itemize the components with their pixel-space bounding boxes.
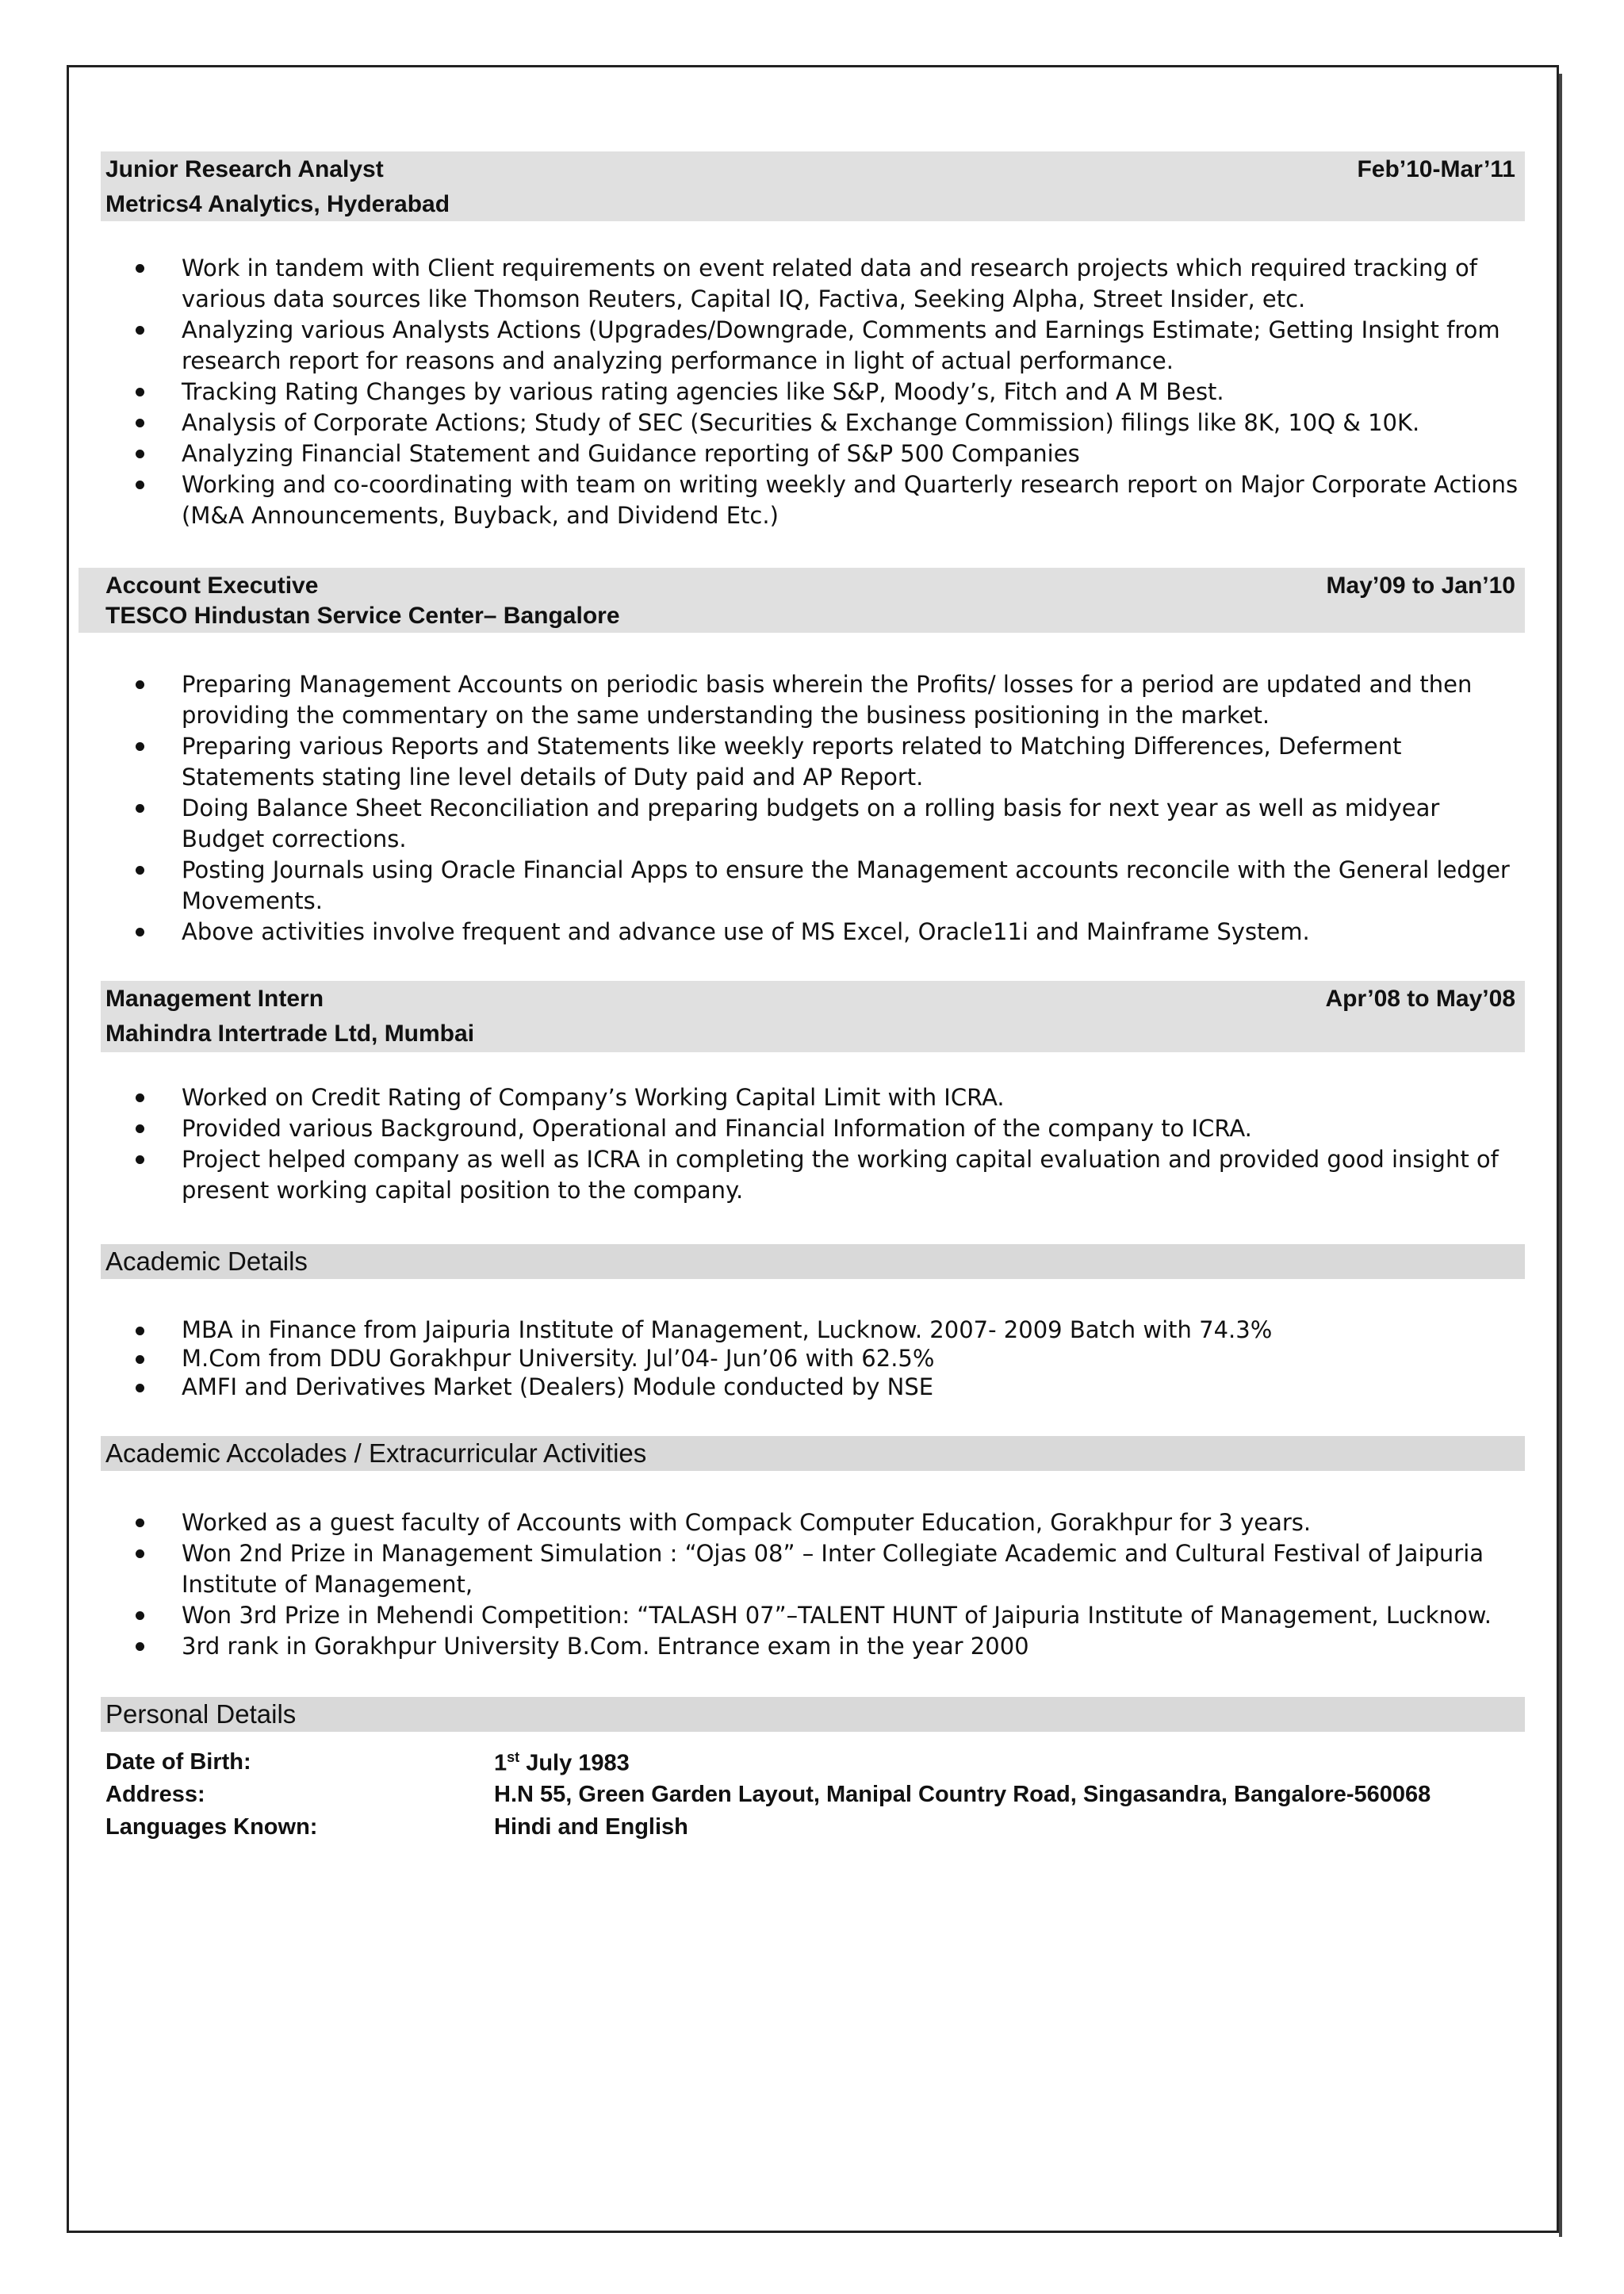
- job-dates: May’09 to Jan’10: [1326, 573, 1515, 599]
- list-item: Analysis of Corporate Actions; Study of SEC (Securities & Exchange Commission) filings like 8K, 10Q & 10K.: [101, 408, 1525, 439]
- job-title: Management Intern: [105, 986, 324, 1012]
- resume-content: [101, 151, 1525, 1847]
- job-company: TESCO Hindustan Service Center– Bangalore: [105, 603, 620, 629]
- list-item: Above activities involve frequent and advance use of MS Excel, Oracle11i and Mainframe System.: [101, 917, 1525, 948]
- list-item: Provided various Background, Operational and Financial Information of the company to ICRA.: [101, 1113, 1525, 1144]
- list-item: Won 3rd Prize in Mehendi Competition: “TALASH 07”–TALENT HUNT of Jaipuria Institute of Management, Lucknow.: [101, 1600, 1525, 1631]
- list-item: Analyzing various Analysts Actions (Upgrades/Downgrade, Comments and Earnings Estimate; Getting Insight from research report for reasons and analyzing performance in light of actual performance.: [101, 315, 1525, 377]
- section-heading-personal: Personal Details: [101, 1697, 1525, 1732]
- job-company: Metrics4 Analytics, Hyderabad: [105, 191, 450, 217]
- list-item: Worked as a guest faculty of Accounts with Compack Computer Education, Gorakhpur for 3 years.: [101, 1507, 1525, 1538]
- address-row: [101, 1782, 1525, 1814]
- dob-label: Date of Birth:: [105, 1749, 251, 1775]
- personal-details: [101, 1749, 1525, 1847]
- list-item: Project helped company as well as ICRA in completing the working capital evaluation and provided good insight of present working capital position to the company.: [101, 1144, 1525, 1206]
- section-heading-accolades: Academic Accolades / Extracurricular Activities: [101, 1436, 1525, 1471]
- dob-row: [101, 1749, 1525, 1782]
- list-item: Preparing Management Accounts on periodic basis wherein the Profits/ losses for a period are updated and then providing the commentary on the same understanding the business positioning in the market.: [101, 669, 1525, 731]
- languages-value: Hindi and English: [494, 1814, 688, 1840]
- list-item: Preparing various Reports and Statements like weekly reports related to Matching Differences, Deferment Statements stating line level details of Duty paid and AP Report.: [101, 731, 1525, 793]
- job-company: Mahindra Intertrade Ltd, Mumbai: [105, 1021, 475, 1047]
- list-item: AMFI and Derivatives Market (Dealers) Module conducted by NSE: [101, 1373, 1525, 1401]
- list-item: Working and co-coordinating with team on writing weekly and Quarterly research report on Major Corporate Actions (M&A Announcements, Buyback, and Dividend Etc.): [101, 469, 1525, 531]
- list-item: Work in tandem with Client requirements on event related data and research projects which required tracking of various data sources like Thomson Reuters, Capital IQ, Factiva, Seeking Alpha, Street Insider, etc.: [101, 253, 1525, 315]
- dob-value: [494, 1749, 630, 1777]
- languages-label: Languages Known:: [105, 1814, 318, 1840]
- job-bullets: [101, 253, 1525, 531]
- list-item: Analyzing Financial Statement and Guidance reporting of S&P 500 Companies: [101, 439, 1525, 469]
- languages-row: [101, 1814, 1525, 1847]
- address-value: H.N 55, Green Garden Layout, Manipal Country Road, Singasandra, Bangalore-560068: [494, 1782, 1431, 1807]
- section-heading-academic: Academic Details: [101, 1244, 1525, 1279]
- list-item: Worked on Credit Rating of Company’s Working Capital Limit with ICRA.: [101, 1082, 1525, 1113]
- dob-rest: July 1983: [519, 1750, 630, 1776]
- job-dates: Apr’08 to May’08: [1325, 986, 1515, 1012]
- list-item: Posting Journals using Oracle Financial Apps to ensure the Management accounts reconcile with the General ledger Movements.: [101, 855, 1525, 917]
- list-item: Tracking Rating Changes by various rating agencies like S&P, Moody’s, Fitch and A M Best.: [101, 377, 1525, 408]
- job-header: [79, 568, 1525, 633]
- job-title: Account Executive: [105, 573, 319, 599]
- dob-day: 1: [494, 1750, 508, 1776]
- accolades-bullets: [101, 1507, 1525, 1662]
- list-item: Won 2nd Prize in Management Simulation : “Ojas 08” – Inter Collegiate Academic and Cultural Festival of Jaipuria Institute of Management,: [101, 1538, 1525, 1600]
- page-border: [67, 65, 1559, 2233]
- job-header: [101, 981, 1525, 1052]
- dob-suffix: st: [507, 1749, 520, 1765]
- job-title: Junior Research Analyst: [105, 156, 384, 182]
- job-dates: Feb’10-Mar’11: [1357, 156, 1515, 182]
- academic-bullets: [101, 1316, 1525, 1401]
- list-item: MBA in Finance from Jaipuria Institute of Management, Lucknow. 2007- 2009 Batch with 74.3%: [101, 1316, 1525, 1344]
- list-item: 3rd rank in Gorakhpur University B.Com. Entrance exam in the year 2000: [101, 1631, 1525, 1662]
- address-label: Address:: [105, 1782, 205, 1807]
- job-header: [101, 151, 1525, 221]
- job-bullets: [101, 1082, 1525, 1206]
- list-item: Doing Balance Sheet Reconciliation and preparing budgets on a rolling basis for next year as well as midyear Budget corrections.: [101, 793, 1525, 855]
- job-bullets: [101, 669, 1525, 948]
- list-item: M.Com from DDU Gorakhpur University. Jul’04- Jun’06 with 62.5%: [101, 1344, 1525, 1373]
